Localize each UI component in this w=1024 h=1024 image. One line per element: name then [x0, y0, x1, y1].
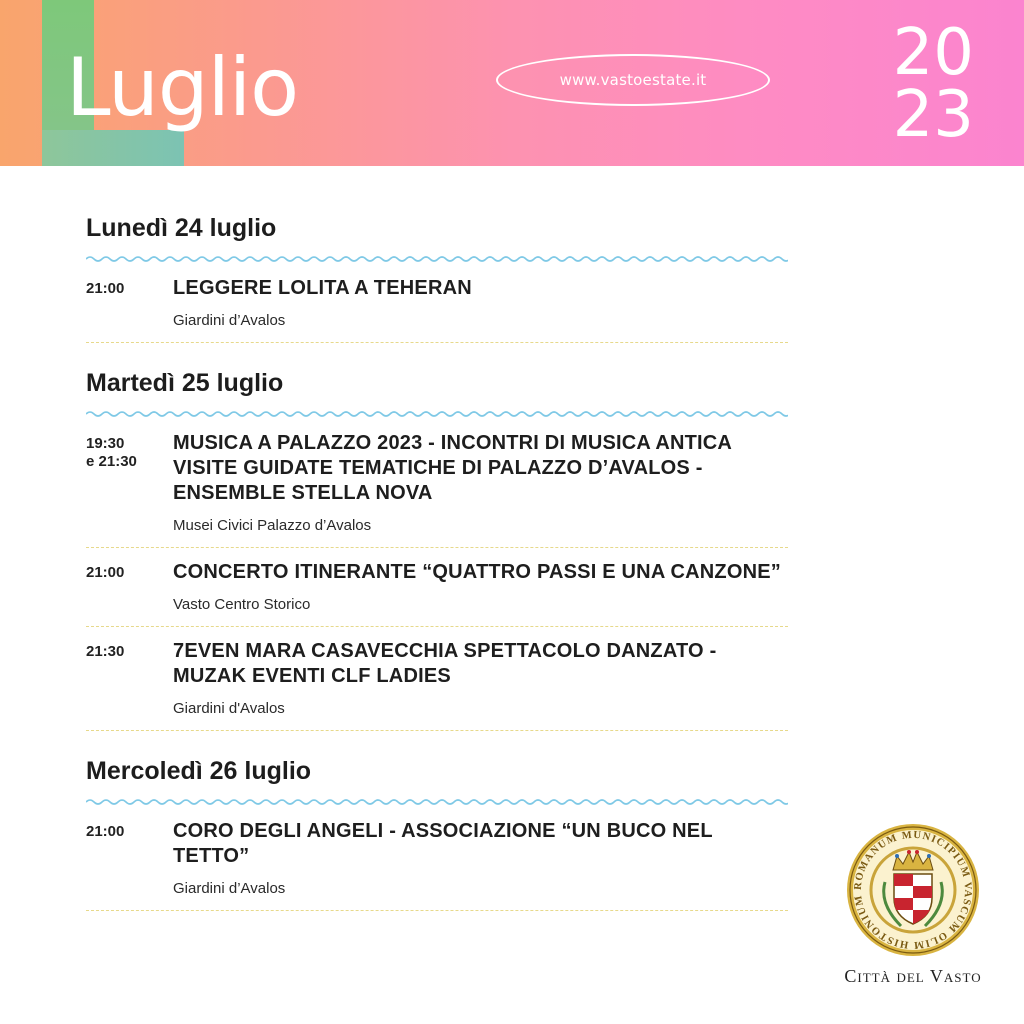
seal-legend: ROMANUM MUNICIPIUM VASCUM OLIM HISTONIUM [852, 829, 974, 951]
event-item [86, 627, 788, 731]
event-time: 19:30 e 21:30 [86, 435, 137, 470]
month-title: Luglio [66, 41, 299, 134]
event-title: LEGGERE LOLITA A TEHERAN [173, 277, 472, 299]
day-section [86, 212, 788, 343]
seal-caption [826, 966, 1000, 987]
event-venue: Vasto Centro Storico [173, 596, 311, 613]
event-program [86, 212, 788, 911]
wave-divider [86, 254, 788, 264]
year-bottom: 23 [892, 78, 974, 152]
event-item [86, 419, 788, 548]
year-label [892, 16, 974, 152]
day-title: Martedì 25 luglio [86, 369, 284, 397]
event-body [173, 639, 788, 718]
event-body [173, 560, 788, 614]
day-section [86, 367, 788, 731]
event-title: CONCERTO ITINERANTE “QUATTRO PASSI E UNA CANZONE” [173, 561, 781, 583]
event-title: MUSICA A PALAZZO 2023 - INCONTRI DI MUSICA ANTICA VISITE GUIDATE TEMATICHE DI PALAZZO D’AVALOS - ENSEMBLE STELLA NOVA [173, 432, 732, 504]
event-time: 21:00 [86, 280, 125, 297]
city-seal [845, 822, 981, 958]
day-title: Mercoledì 26 luglio [86, 757, 312, 785]
wave-divider [86, 409, 788, 419]
event-time: 21:30 [86, 643, 125, 660]
event-item [86, 548, 788, 627]
day-title: Lunedì 24 luglio [86, 214, 277, 242]
year-top: 20 [892, 16, 974, 90]
event-title: 7EVEN MARA CASAVECCHIA SPETTACOLO DANZATO - MUZAK EVENTI CLF LADIES [173, 640, 717, 687]
website-link[interactable]: www.vastoestate.it [496, 54, 770, 106]
event-time: 21:00 [86, 564, 125, 581]
wave-divider [86, 797, 788, 807]
day-section [86, 755, 788, 911]
event-venue: Giardini d'Avalos [173, 700, 285, 717]
event-item [86, 264, 788, 343]
event-body [173, 276, 788, 330]
event-body [173, 819, 788, 898]
event-body [173, 431, 788, 535]
event-title: CORO DEGLI ANGELI - ASSOCIAZIONE “UN BUCO NEL TETTO” [173, 820, 713, 867]
event-time: 21:00 [86, 823, 125, 840]
event-item [86, 807, 788, 911]
seal-caption-text: Città del Vasto [844, 966, 982, 986]
header-banner [0, 0, 1024, 166]
event-venue: Giardini d’Avalos [173, 312, 286, 329]
event-venue: Musei Civici Palazzo d’Avalos [173, 517, 372, 534]
event-venue: Giardini d’Avalos [173, 880, 286, 897]
